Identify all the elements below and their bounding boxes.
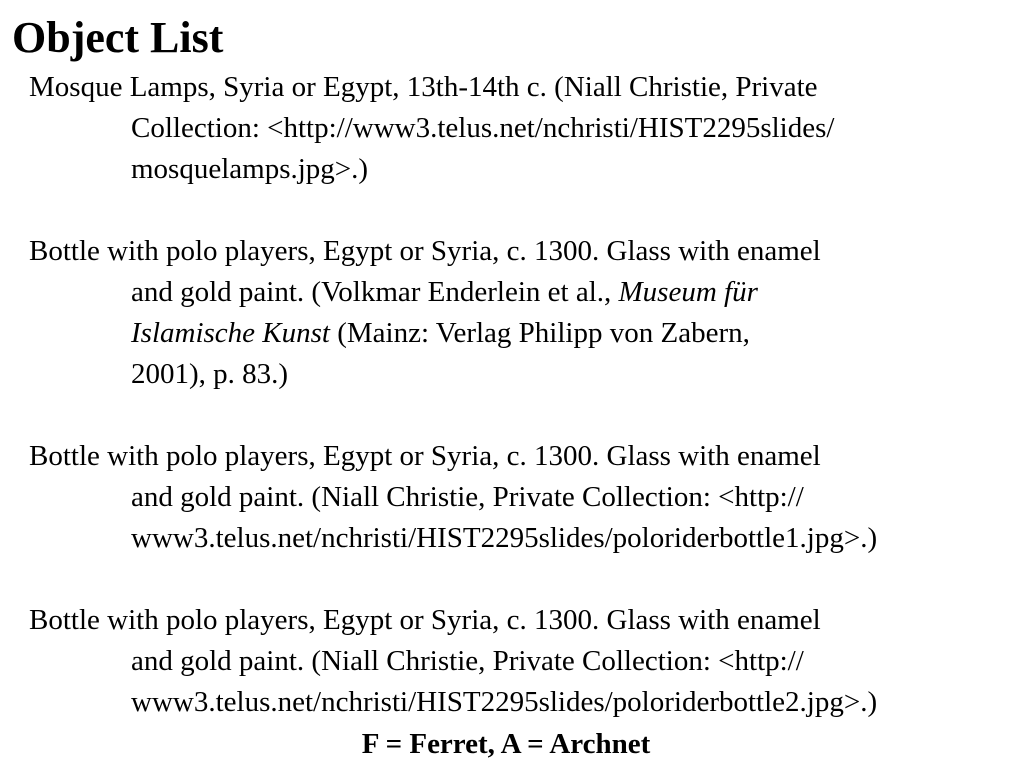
entry-text: Collection: <http://www3.telus.net/nchristi/HIST2295slides/ <box>131 112 835 144</box>
entry-text: www3.telus.net/nchristi/HIST2295slides/poloriderbottle2.jpg>.) <box>131 686 878 718</box>
entry-text: Bottle with polo players, Egypt or Syria, c. 1300. Glass with enamel <box>29 604 821 636</box>
list-item-polo-bottle-museum <box>29 231 1019 395</box>
entry-text: and gold paint. (Niall Christie, Private Collection: <http:// <box>131 481 804 513</box>
list-item-polo-bottle-1 <box>29 436 1019 559</box>
book-title: Museum für <box>618 276 758 308</box>
entry-text: and gold paint. (Niall Christie, Private Collection: <http:// <box>131 645 804 677</box>
entry-text: mosquelamps.jpg>.) <box>131 153 369 185</box>
entry-text: (Mainz: Verlag Philipp von Zabern, <box>329 317 750 349</box>
entry-text: Bottle with polo players, Egypt or Syria, c. 1300. Glass with enamel <box>29 235 821 267</box>
list-item-polo-bottle-2 <box>29 600 1019 723</box>
object-list <box>29 67 1019 723</box>
entry-text: 2001), p. 83.) <box>131 358 289 390</box>
entry-text: www3.telus.net/nchristi/HIST2295slides/poloriderbottle1.jpg>.) <box>131 522 878 554</box>
entry-text: and gold paint. (Volkmar Enderlein et al., <box>131 276 619 308</box>
list-item-mosque-lamps <box>29 67 1019 190</box>
entry-text: Bottle with polo players, Egypt or Syria, c. 1300. Glass with enamel <box>29 440 821 472</box>
entry-text: Mosque Lamps, Syria or Egypt, 13th-14th c. (Niall Christie, Private <box>29 71 818 103</box>
page-title: Object List <box>12 13 224 62</box>
source-legend: F = Ferret, A = Archnet <box>361 728 651 760</box>
book-title: Islamische Kunst <box>131 317 330 349</box>
